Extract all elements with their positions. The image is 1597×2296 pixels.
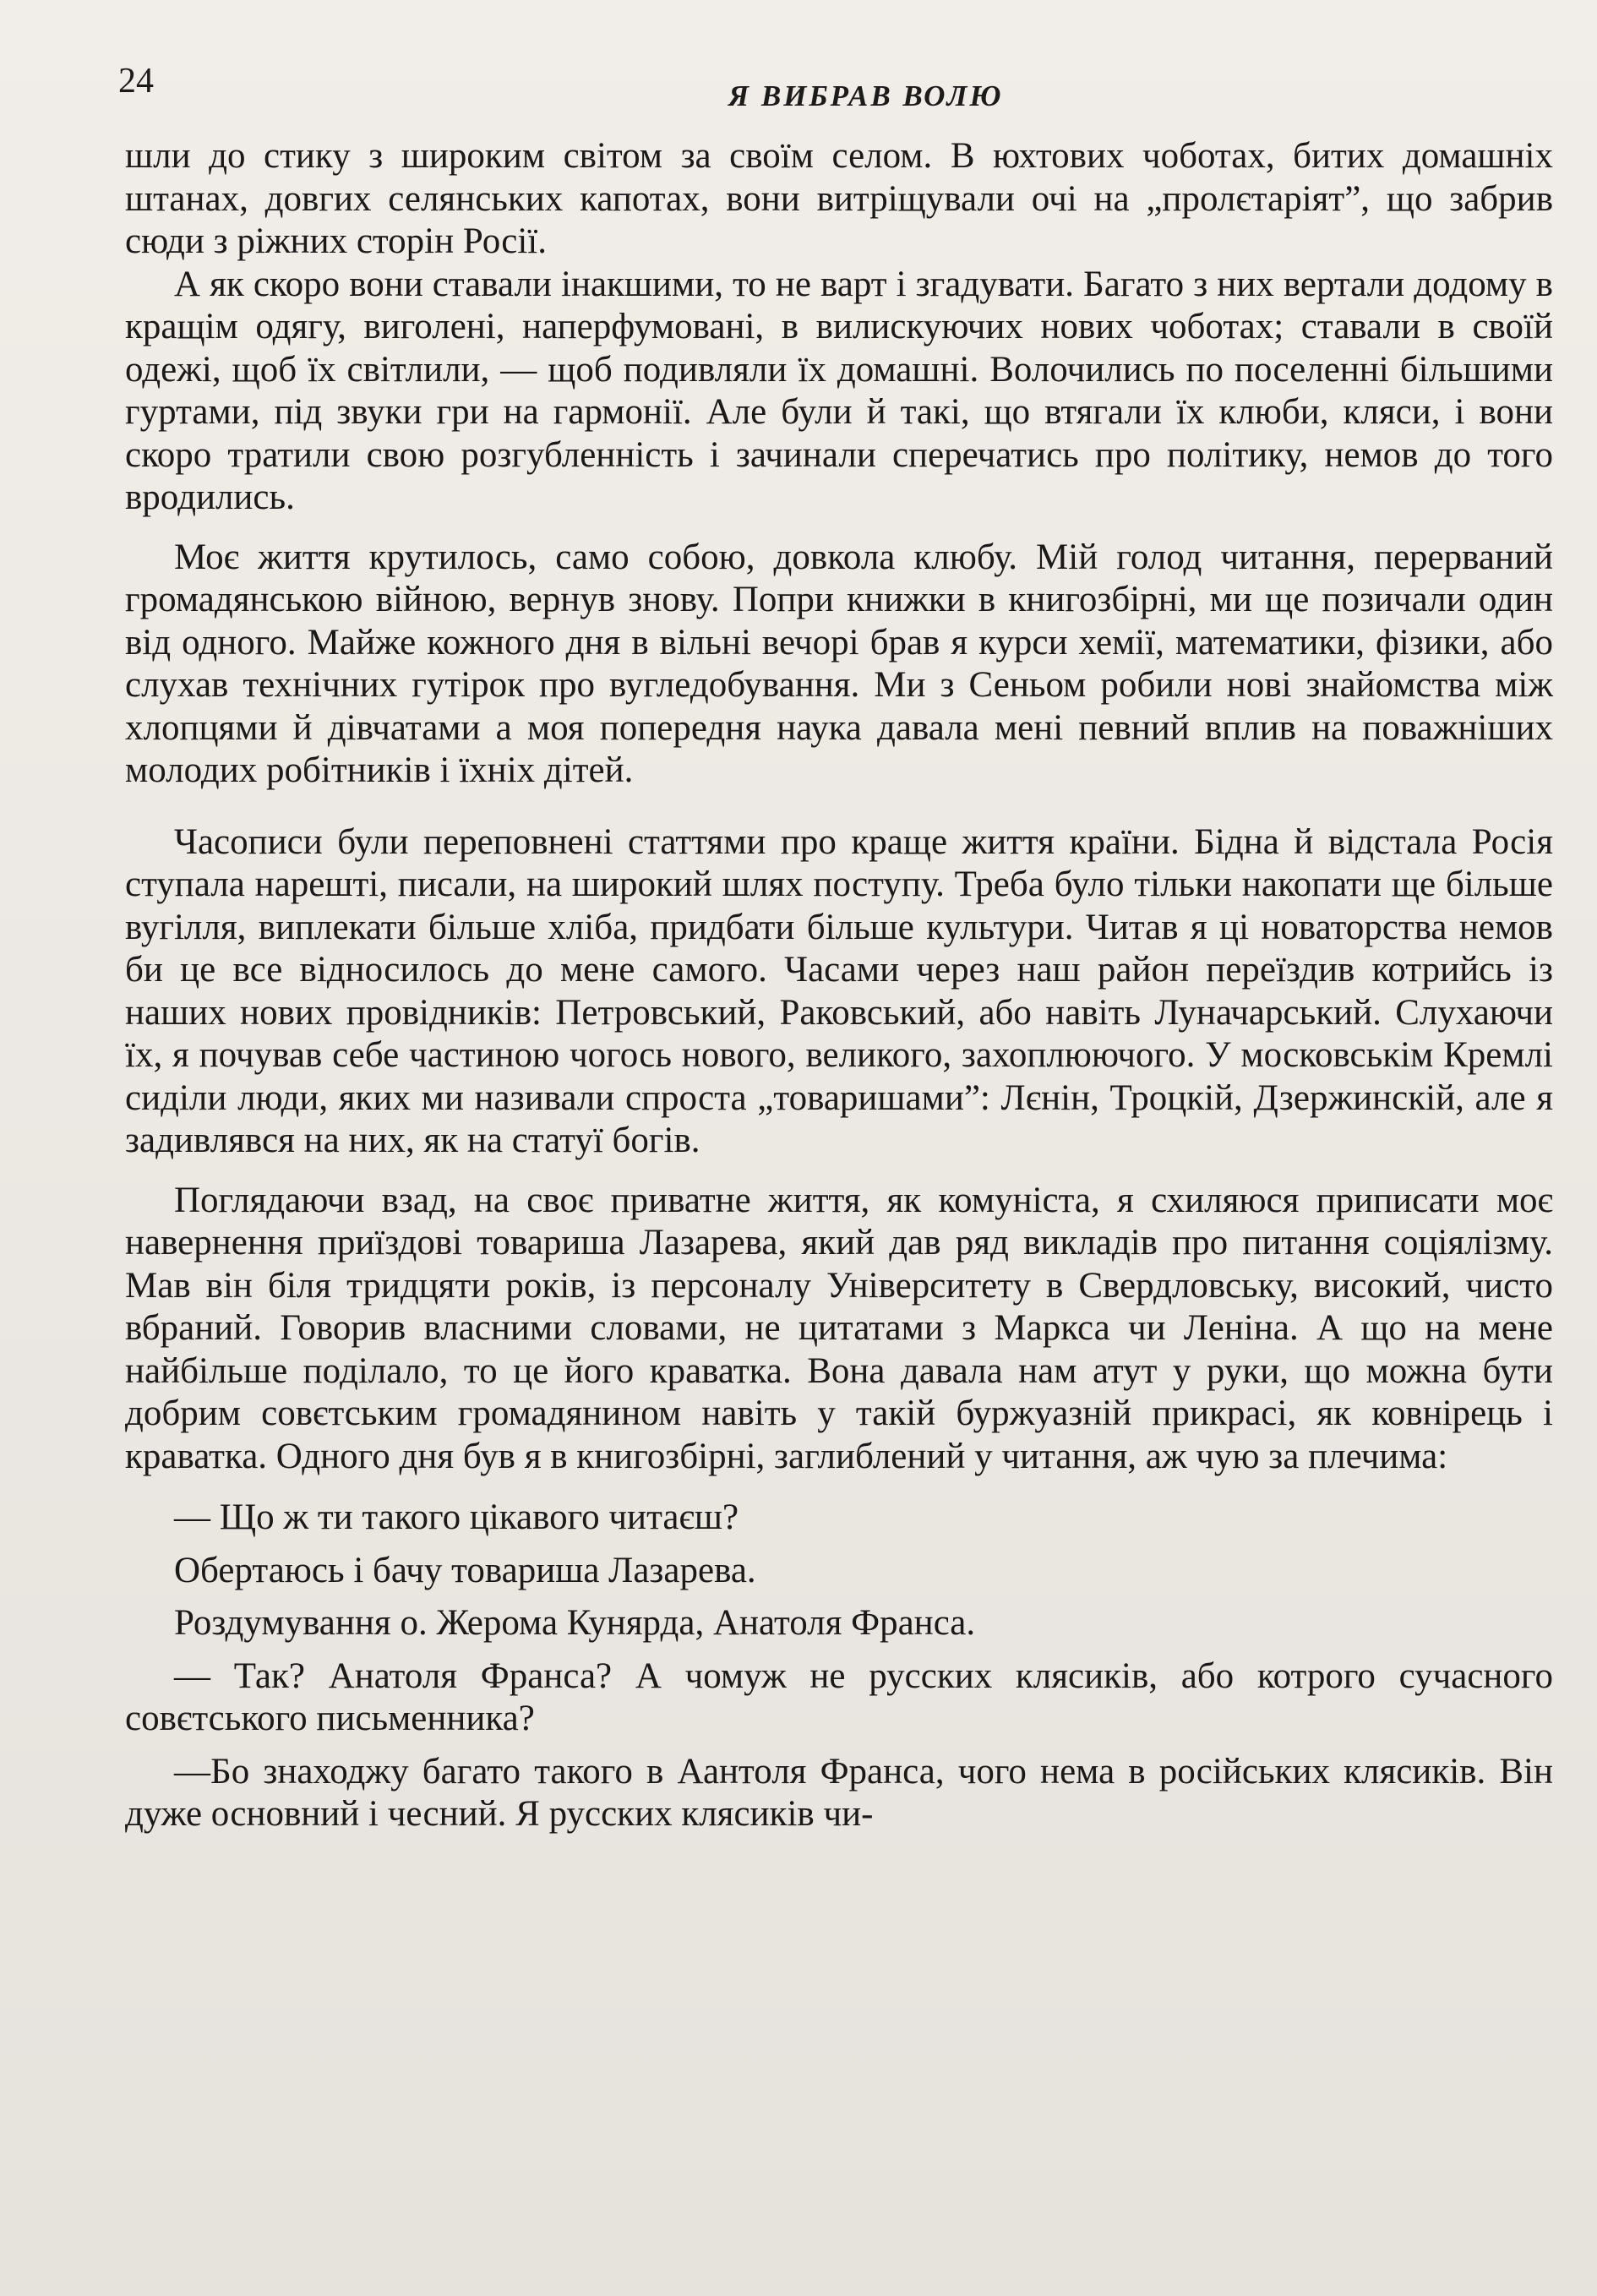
page-header	[118, 61, 1546, 120]
dialogue-line: —Бо знаходжу багато такого в Аантоля Франса, чого нема в російських клясиків. Він дуже основний і чесний. Я русских клясиків чи-	[125, 1751, 1553, 1834]
running-title: Я ВИБРАВ ВОЛЮ	[728, 79, 1004, 112]
dialogue-line: Обертаюсь і бачу товариша Лазарева.	[174, 1550, 756, 1590]
page-number: 24	[118, 62, 154, 101]
paragraph: шли до стику з широким світом за своїм селом. В юхтових чоботах, битих домашніх штанах, довгих селянських капотах, вони витріщували очі на „пролєтаріят”, що забрив сюди з ріжних сторін Росії.	[125, 136, 1553, 261]
body-text	[125, 135, 1553, 1836]
dialogue-line: — Що ж ти такого цікавого читаєш?	[174, 1497, 739, 1537]
dialogue-line: — Так? Анатоля Франса? А чомуж не русских клясиків, або котрого сучасного совєтського письменника?	[125, 1655, 1553, 1738]
dialogue-line: Роздумування о. Жерома Кунярда, Анатоля Франса.	[174, 1603, 976, 1643]
paragraph: Моє життя крутилось, само собою, довкола клюбу. Мій голод читання, перерваний громадянською війною, вернув знову. Попри книжки в книгозбірні, ми ще позичали один від одного. Майже кожного дня в вільні вечорі брав я курси хемії, математики, фізики, або слухав технічних гутірок про вугледобування. Ми з Сеньом робили нові знайомства між хлопцями й дівчатами а моя попередня наука давала мені певний вплив на поважніших молодих робітників і їхніх дітей.	[125, 537, 1553, 790]
paragraph: А як скоро вони ставали інакшими, то не варт і згадувати. Багато з них вертали додому в кращім одягу, виголені, наперфумовані, в вилискуючих нових чоботах; ставали в своїй одежі, щоб їх світлили, — щоб подивляли їх домашні. Волочились по поселенні більшими гуртами, під звуки гри на гармонії. Але були й такі, що втягали їх клюби, кляси, і вони скоро тратили свою розгубленність і зачинали сперечатись про політику, немов до того вродились.	[125, 264, 1553, 517]
paragraph: Поглядаючи взад, на своє приватне життя, як комуніста, я схиляюся приписати моє навернення приїздові товариша Лазарева, який дав ряд викладів про питання соціялізму. Мав він біля тридцяти років, із персоналу Університету в Свердловську, високий, чисто вбраний. Говорив власними словами, не цитатами з Маркса чи Леніна. А що на мене найбільше поділало, то це його краватка. Вона давала нам атут у руки, що можна бути добрим совєтським громадянином навіть у такій буржуазній прикрасі, як ковнірець і краватка. Одного дня був я в книгозбірні, заглиблений у читання, аж чую за плечима:	[125, 1180, 1553, 1476]
paragraph: Часописи були переповнені статтями про краще життя країни. Бідна й відстала Росія ступала нарешті, писали, на широкий шлях поступу. Треба було тільки накопати ще більше вугілля, виплекати більше хліба, придбати більше культури. Читав я ці новаторства немов би це все відносилось до мене самого. Часами через наш район переїздив котрийсь із наших нових провідників: Петровський, Раковський, або навіть Луначарський. Слухаючи їх, я почував себе частиною чогось нового, великого, захоплюючого. У московськім Кремлі сиділи люди, яких ми називали спроста „товаришами”: Лєнін, Троцкій, Дзержинскій, але я задивлявся на них, як на статуї богів.	[125, 821, 1553, 1160]
